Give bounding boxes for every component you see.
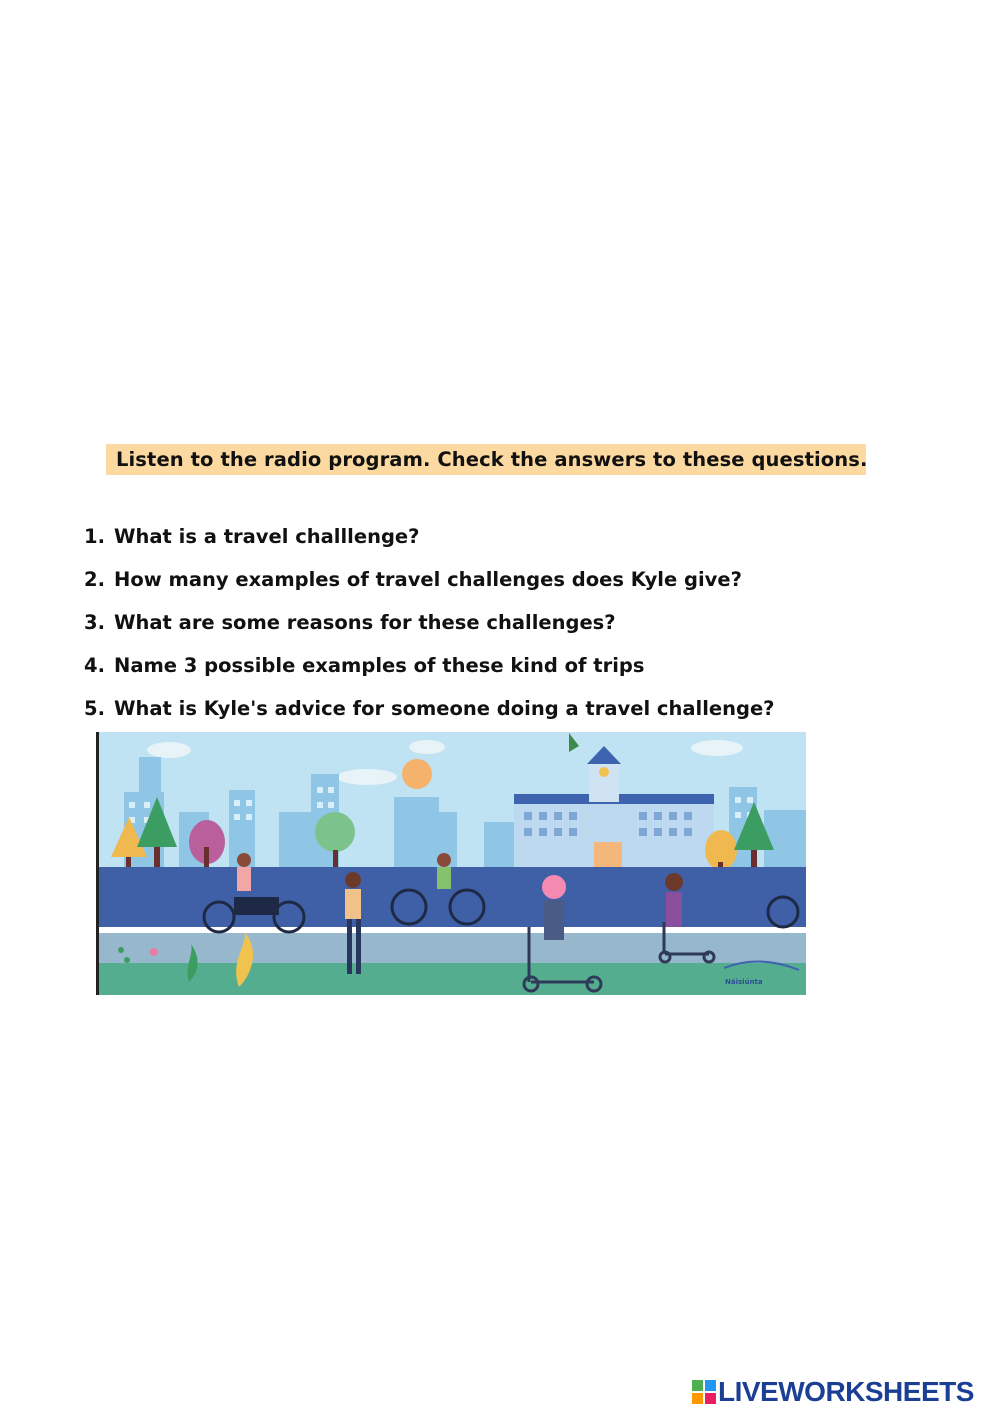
brand-text: LIVEWORKSHEETS	[718, 1376, 974, 1407]
sun-icon	[402, 759, 432, 789]
question-item	[84, 606, 775, 649]
question-number: 3.	[84, 611, 105, 634]
question-item	[84, 692, 775, 735]
question-text: What are some reasons for these challenges?	[114, 611, 616, 634]
question-item	[84, 563, 775, 606]
question-number: 4.	[84, 654, 105, 677]
city-scene-image	[99, 732, 806, 995]
city-street-illustration	[96, 732, 806, 995]
question-item	[84, 520, 775, 563]
liveworksheets-brand	[692, 1377, 974, 1407]
question-number: 5.	[84, 697, 105, 720]
question-text: Name 3 possible examples of these kind of trips	[114, 654, 645, 677]
question-number: 1.	[84, 525, 105, 548]
question-number: 2.	[84, 568, 105, 591]
question-item	[84, 649, 775, 692]
instruction-banner: Listen to the radio program. Check the answers to these questions.	[106, 444, 866, 475]
question-text: How many examples of travel challenges does Kyle give?	[114, 568, 742, 591]
question-list	[84, 520, 775, 735]
liveworksheets-logo-icon	[692, 1380, 716, 1404]
question-text: What is Kyle's advice for someone doing a travel challenge?	[114, 697, 775, 720]
transport-logo-text: Náisiúnta	[725, 978, 763, 986]
question-text: What is a travel challlenge?	[114, 525, 420, 548]
